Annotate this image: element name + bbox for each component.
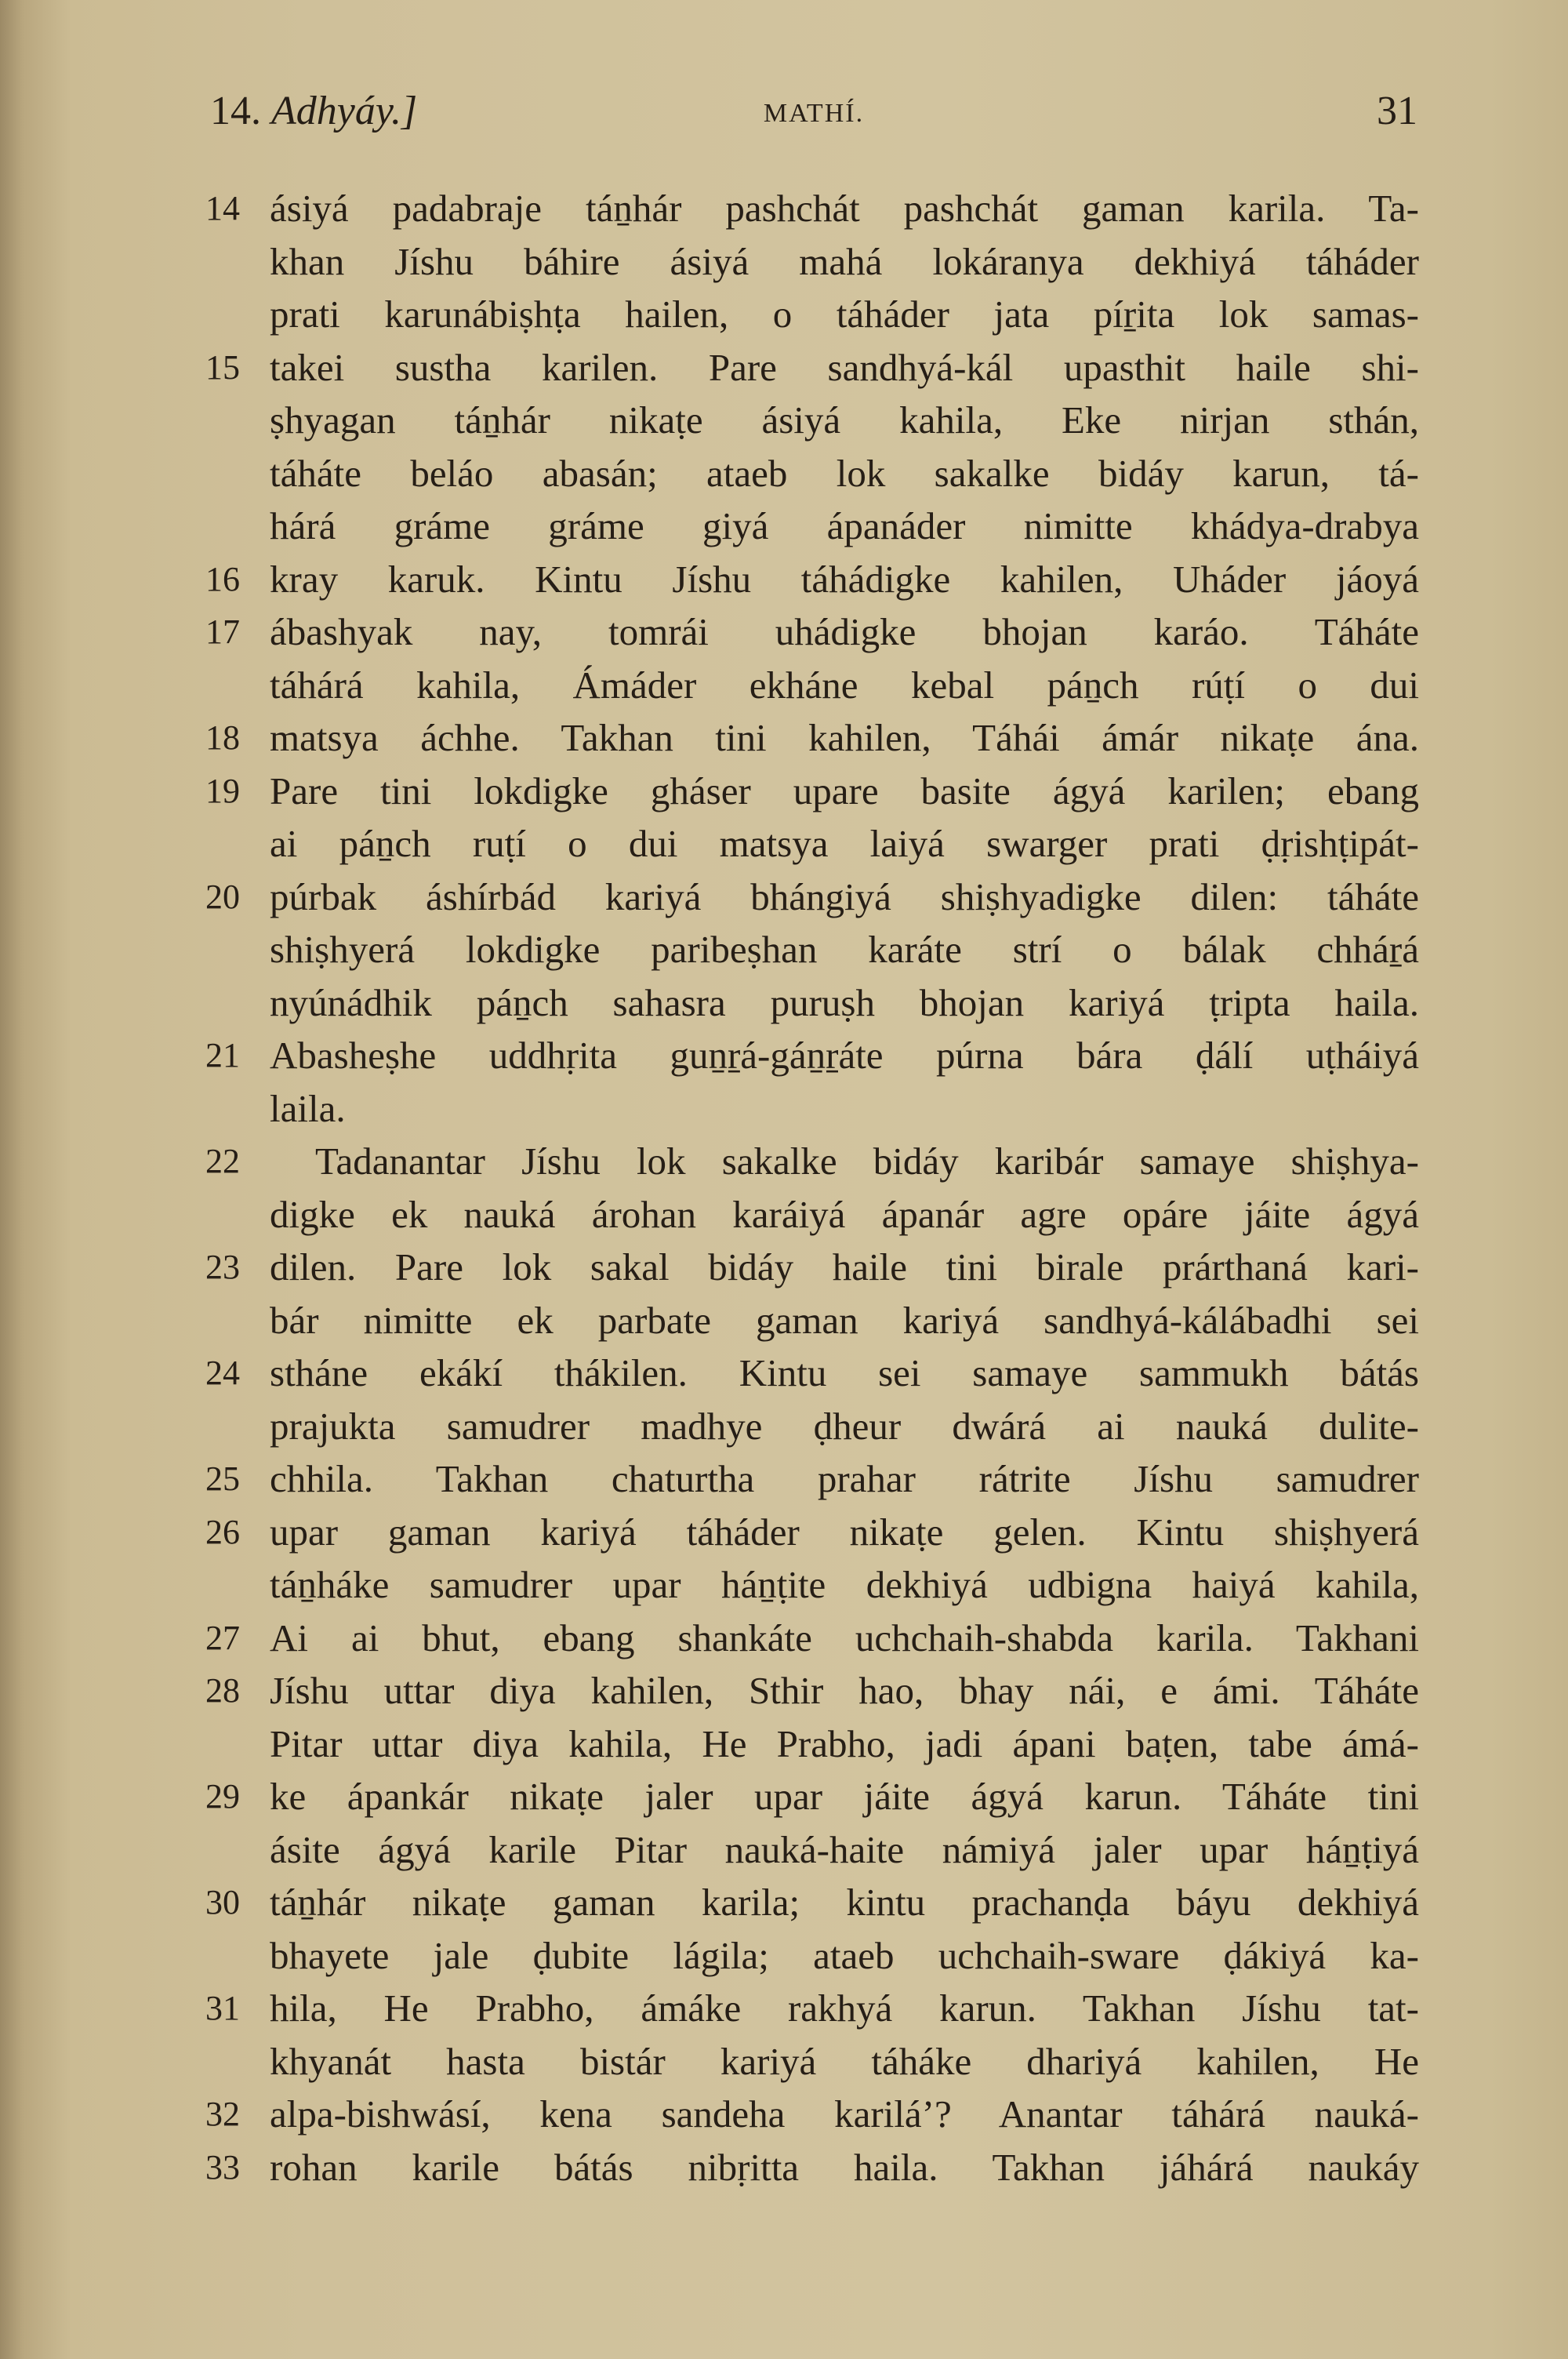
text-line [205, 500, 1419, 553]
text-line [205, 341, 1419, 394]
line-text: kray karuk. Kintu Jíshu táhádigke kahilen, Uháder jáoyá [270, 557, 1419, 601]
book-title: MATHÍ. [763, 99, 865, 128]
text-line [205, 976, 1419, 1030]
text-line [205, 2088, 1419, 2141]
line-text: takei sustha karilen. Pare sandhyá-kál upasthit haile shi- [270, 345, 1419, 389]
line-text: Jíshu uttar diya kahilen, Sthir hao, bhay nái, e ámi. Táháte [270, 1669, 1419, 1712]
line-text: upar gaman kariyá táháder nikaṭe gelen. Kintu shiṣhyerá [270, 1510, 1419, 1554]
text-line [205, 1135, 1419, 1188]
verse-number: 18 [205, 718, 240, 757]
text-line [205, 1506, 1419, 1559]
chapter-word: Adhyáy.] [271, 89, 418, 133]
verse-number: 26 [205, 1512, 240, 1551]
verse-number: 15 [205, 347, 240, 387]
line-text: nyúnádhik páṉch sahasra puruṣh bhojan kariyá ṭripta haila. [270, 980, 1419, 1024]
text-line [205, 235, 1419, 289]
chapter-number: 14. [210, 89, 261, 133]
line-text: hila, He Prabho, ámáke rakhyá karun. Takhan Jíshu tat- [270, 1986, 1419, 2030]
text-line [205, 1294, 1419, 1347]
text-line [205, 1082, 1419, 1136]
line-text: bár nimitte ek parbate gaman kariyá sandhyá-kálábadhi sei [270, 1298, 1419, 1342]
text-line [205, 1876, 1419, 1929]
text-line [205, 871, 1419, 924]
verse-number: 33 [205, 2147, 240, 2186]
line-text: táháte beláo abasán; ataeb lok sakalke bidáy karun, tá- [270, 451, 1419, 495]
running-header [210, 88, 1417, 151]
verse-number: 31 [205, 1989, 240, 2027]
line-text: stháne ekákí thákilen. Kintu sei samaye sammukh bátás [270, 1351, 1419, 1394]
line-text: Abasheṣhe uddhṛita guṉṟá-gáṉṟáte púrna bára ḍálí uṭháiyá [270, 1034, 1419, 1077]
verse-number: 20 [205, 877, 240, 916]
line-text: Tadanantar Jíshu lok sakalke bidáy karibár samaye shiṣhya- [315, 1140, 1419, 1183]
page-number: 31 [1377, 89, 1417, 133]
text-line [205, 1612, 1419, 1665]
text-line [205, 765, 1419, 818]
line-text: ṣhyagan táṉhár nikaṭe ásiyá kahila, Eke nirjan sthán, [270, 398, 1419, 442]
text-line [205, 553, 1419, 606]
line-text: ábashyak nay, tomrái uhádigke bhojan karáo. Táháte [270, 610, 1419, 653]
text-line [205, 1823, 1419, 1877]
text-line [205, 447, 1419, 500]
text-line [205, 1929, 1419, 1983]
verse-number: 14 [205, 189, 240, 227]
text-line [205, 1770, 1419, 1823]
line-text: matsya áchhe. Takhan tini kahilen, Táhái ámár nikaṭe ána. [270, 716, 1419, 759]
text-line [205, 1452, 1419, 1506]
verse-number: 19 [205, 771, 240, 810]
verse-number: 27 [205, 1618, 240, 1657]
line-text: digke ek nauká árohan karáiyá ápanár agre opáre jáite ágyá [270, 1192, 1419, 1236]
text-line [205, 1558, 1419, 1612]
text-line [205, 1029, 1419, 1082]
text-line [205, 1717, 1419, 1771]
text-line [205, 923, 1419, 976]
line-text: laila. [270, 1086, 346, 1130]
line-text: Pare tini lokdigke gháser upare basite ágyá karilen; ebang [270, 769, 1419, 812]
line-text: prajukta samudrer madhye ḍheur dwárá ai nauká dulite- [270, 1404, 1419, 1448]
line-text: khan Jíshu báhire ásiyá mahá lokáranya dekhiyá táháder [270, 239, 1419, 283]
text-line [205, 605, 1419, 659]
text-line [205, 1241, 1419, 1294]
verse-number: 23 [205, 1248, 240, 1286]
line-text: ásite ágyá karile Pitar nauká-haite námiyá jaler upar háṉṭiyá [270, 1827, 1419, 1871]
text-line [205, 394, 1419, 447]
line-text: khyanát hasta bistár kariyá táháke dhariyá kahilen, He [270, 2039, 1419, 2083]
verse-number: 30 [205, 1883, 240, 1921]
line-text: ai páṉch ruṭí o dui matsya laiyá swarger prati ḍṛishṭipát- [270, 822, 1419, 865]
verse-number: 17 [205, 612, 240, 651]
verse-number: 22 [205, 1142, 240, 1180]
line-text: alpa-bishwásí, kena sandeha kariláʼ? Anantar táhárá nauká- [270, 2092, 1419, 2135]
text-line [205, 711, 1419, 765]
verse-number: 21 [205, 1036, 240, 1074]
line-text: Ai ai bhut, ebang shankáte uchchaih-shabda karila. Takhani [270, 1616, 1419, 1659]
text-line [205, 817, 1419, 871]
text-line [205, 2141, 1419, 2194]
line-text: púrbak áshírbád kariyá bhángiyá shiṣhyadigke dilen: táháte [270, 874, 1419, 918]
verse-number: 32 [205, 2095, 240, 2133]
line-text: chhila. Takhan chaturtha prahar rátrite Jíshu samudrer [270, 1457, 1419, 1500]
verse-number: 25 [205, 1459, 240, 1498]
line-text: táhárá kahila, Ámáder ekháne kebal páṉch rúṭí o dui [270, 663, 1419, 707]
text-line [205, 659, 1419, 712]
line-text: ke ápankár nikaṭe jaler upar jáite ágyá karun. Táháte tini [270, 1775, 1419, 1818]
text-line [205, 1400, 1419, 1453]
line-text: táṉháke samudrer upar háṉṭite dekhiyá udbigna haiyá kahila, [270, 1563, 1419, 1606]
text-line [205, 182, 1419, 235]
line-text: prati karunábiṣhṭa hailen, o táháder jata píṟita lok samas- [270, 293, 1419, 336]
line-text: hárá gráme gráme giyá ápanáder nimitte khádya-drabya [270, 504, 1419, 547]
text-line [205, 2035, 1419, 2088]
text-line [205, 1347, 1419, 1400]
text-line [205, 288, 1419, 341]
line-text: bhayete jale ḍubite lágila; ataeb uchchaih-sware ḍákiyá ka- [270, 1933, 1419, 1977]
verse-number: 16 [205, 559, 240, 598]
text-line [205, 1188, 1419, 1241]
verse-number: 28 [205, 1671, 240, 1710]
verse-number: 29 [205, 1777, 240, 1816]
line-text: Pitar uttar diya kahila, He Prabho, jadi ápani baṭen, tabe ámá- [270, 1721, 1419, 1765]
page-body-text [205, 182, 1419, 2194]
verse-number: 24 [205, 1354, 240, 1392]
line-text: táṉhár nikaṭe gaman karila; kintu prachanḍa báyu dekhiyá [270, 1881, 1419, 1924]
text-line [205, 1982, 1419, 2035]
line-text: ásiyá padabraje táṉhár pashchát pashchát gaman karila. Ta- [270, 187, 1419, 230]
line-text: shiṣhyerá lokdigke paribeṣhan karáte strí o bálak chháṟá [270, 928, 1419, 971]
text-line [205, 1664, 1419, 1717]
line-text: dilen. Pare lok sakal bidáy haile tini birale prárthaná kari- [270, 1245, 1419, 1289]
line-text: rohan karile bátás nibṛitta haila. Takhan jáhárá naukáy [270, 2145, 1419, 2189]
